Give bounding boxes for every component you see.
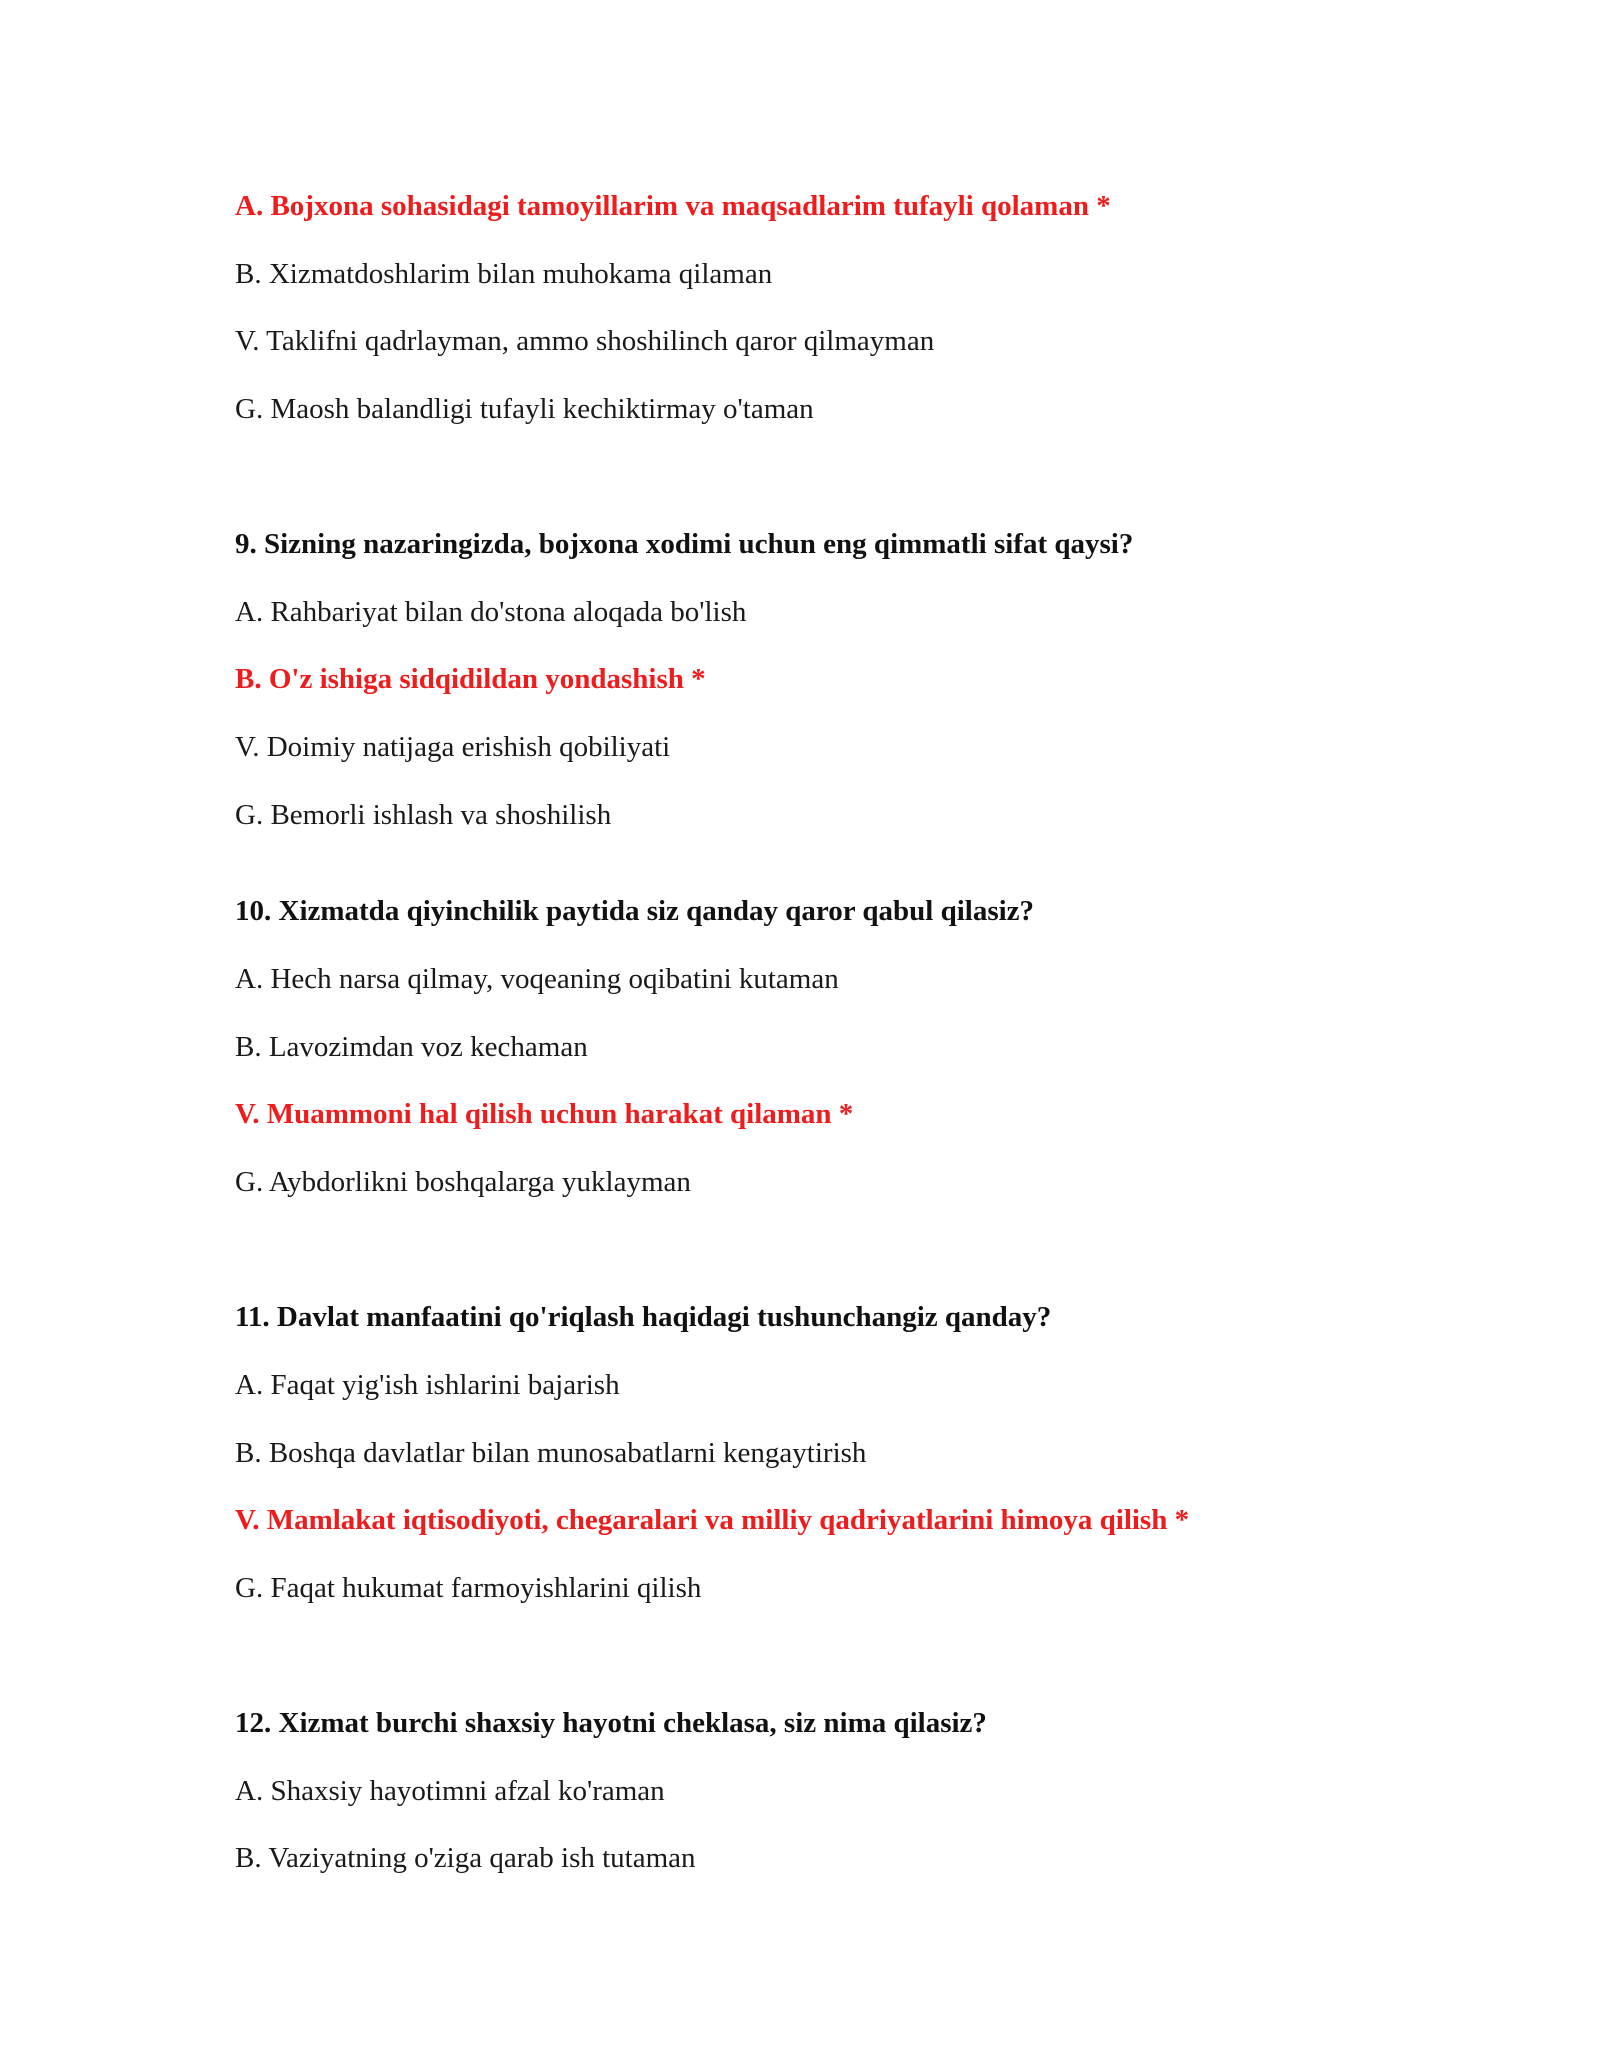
answer-option: A. Shaxsiy hayotimni afzal ko'raman [235, 1775, 665, 1807]
answer-option-correct: V. Mamlakat iqtisodiyoti, chegaralari va milliy qadriyatlarini himoya qilish * [235, 1504, 1190, 1536]
answer-option: G. Maosh balandligi tufayli kechiktirmay o'taman [235, 393, 814, 425]
answer-option: G. Bemorli ishlash va shoshilish [235, 799, 612, 831]
question-heading: 12. Xizmat burchi shaxsiy hayotni cheklasa, siz nima qilasiz? [235, 1707, 987, 1739]
answer-option: A. Rahbariyat bilan do'stona aloqada bo'lish [235, 596, 747, 628]
answer-option: A. Faqat yig'ish ishlarini bajarish [235, 1369, 620, 1401]
answer-option: G. Aybdorlikni boshqalarga yuklayman [235, 1166, 691, 1198]
question-heading: 9. Sizning nazaringizda, bojxona xodimi uchun eng qimmatli sifat qaysi? [235, 528, 1134, 560]
answer-option: V. Taklifni qadrlayman, ammo shoshilinch qaror qilmayman [235, 325, 935, 357]
answer-option-correct: V. Muammoni hal qilish uchun harakat qilaman * [235, 1098, 854, 1130]
answer-option: B. Lavozimdan voz kechaman [235, 1031, 588, 1063]
question-heading: 10. Xizmatda qiyinchilik paytida siz qanday qaror qabul qilasiz? [235, 895, 1035, 927]
answer-option: B. Vaziyatning o'ziga qarab ish tutaman [235, 1842, 696, 1874]
answer-option: V. Doimiy natijaga erishish qobiliyati [235, 731, 671, 763]
answer-option: A. Hech narsa qilmay, voqeaning oqibatini kutaman [235, 963, 839, 995]
answer-option-correct: A. Bojxona sohasidagi tamoyillarim va maqsadlarim tufayli qolaman * [235, 190, 1111, 222]
answer-option: G. Faqat hukumat farmoyishlarini qilish [235, 1572, 702, 1604]
answer-option: B. Xizmatdoshlarim bilan muhokama qilaman [235, 258, 773, 290]
answer-option: B. Boshqa davlatlar bilan munosabatlarni kengaytirish [235, 1437, 867, 1469]
answer-option-correct: B. O'z ishiga sidqidildan yondashish * [235, 663, 706, 695]
question-heading: 11. Davlat manfaatini qo'riqlash haqidagi tushunchangiz qanday? [235, 1301, 1052, 1333]
